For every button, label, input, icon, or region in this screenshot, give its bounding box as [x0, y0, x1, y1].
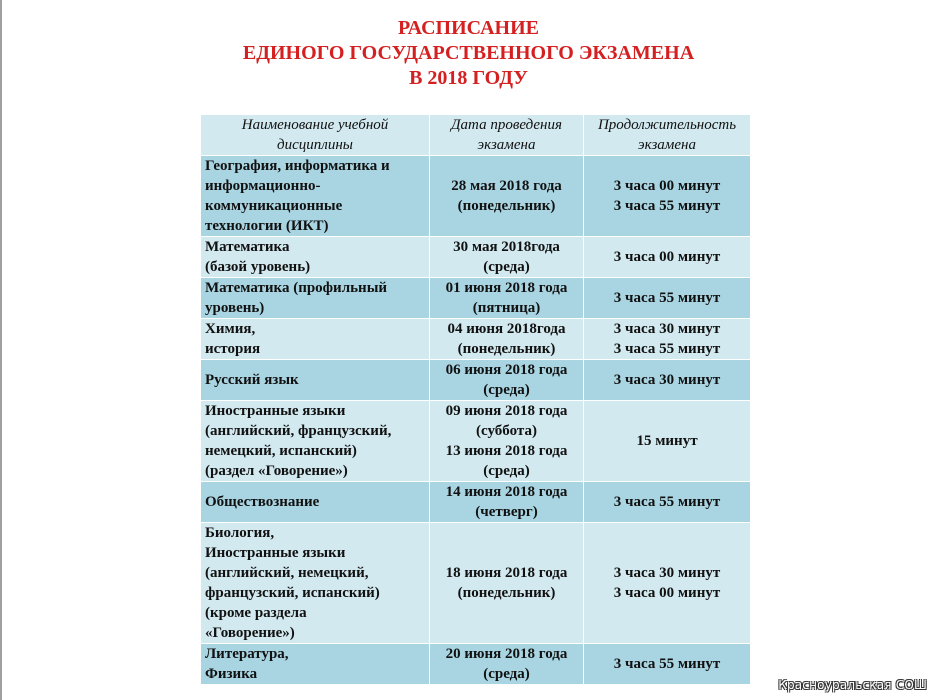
header-subject: Наименование учебной дисциплины: [201, 115, 430, 156]
subject-cell: Биология, Иностранные языки (английский, немецкий, французский, испанский) (кроме раздела «Говорение»): [201, 523, 430, 644]
table-row: [201, 401, 751, 482]
date-cell: 28 мая 2018 года (понедельник): [430, 156, 584, 237]
duration-cell: 3 часа 55 минут: [584, 482, 751, 523]
subject-cell: Химия, история: [201, 319, 430, 360]
table-row: [201, 644, 751, 685]
subject-cell: Обществознание: [201, 482, 430, 523]
duration-cell: 15 минут: [584, 401, 751, 482]
subject-cell: Литература, Физика: [201, 644, 430, 685]
title-line-1: РАСПИСАНИЕ: [397, 17, 539, 39]
subject-cell: Математика (профильный уровень): [201, 278, 430, 319]
title-line-3: В 2018 ГОДУ: [409, 67, 528, 89]
school-watermark: Красноуральская СОШ: [778, 678, 927, 692]
header-row: [201, 115, 751, 156]
date-cell: 18 июня 2018 года (понедельник): [430, 523, 584, 644]
title-line-2: ЕДИНОГО ГОСУДАРСТВЕННОГО ЭКЗАМЕНА: [242, 42, 695, 64]
date-cell: 01 июня 2018 года (пятница): [430, 278, 584, 319]
duration-cell: 3 часа 55 минут: [584, 644, 751, 685]
table-row: [201, 278, 751, 319]
duration-cell: 3 часа 30 минут 3 часа 00 минут: [584, 523, 751, 644]
header-date: Дата проведения экзамена: [430, 115, 584, 156]
exam-schedule-table: [200, 114, 751, 685]
date-cell: 04 июня 2018года (понедельник): [430, 319, 584, 360]
date-cell: 30 мая 2018года (среда): [430, 237, 584, 278]
date-cell: 14 июня 2018 года (четверг): [430, 482, 584, 523]
date-cell: 06 июня 2018 года (среда): [430, 360, 584, 401]
table-row: [201, 156, 751, 237]
table-row: [201, 319, 751, 360]
subject-cell: География, информатика и информационно- коммуникационные технологии (ИКТ): [201, 156, 430, 237]
date-cell: 09 июня 2018 года (суббота) 13 июня 2018 года (среда): [430, 401, 584, 482]
subject-cell: Математика (базой уровень): [201, 237, 430, 278]
page-title: [0, 16, 937, 91]
duration-cell: 3 часа 30 минут 3 часа 55 минут: [584, 319, 751, 360]
subject-cell: Иностранные языки (английский, французский, немецкий, испанский) (раздел «Говорение»): [201, 401, 430, 482]
subject-cell: Русский язык: [201, 360, 430, 401]
date-cell: 20 июня 2018 года (среда): [430, 644, 584, 685]
table-row: [201, 237, 751, 278]
table-row: [201, 482, 751, 523]
duration-cell: 3 часа 00 минут 3 часа 55 минут: [584, 156, 751, 237]
duration-cell: 3 часа 30 минут: [584, 360, 751, 401]
duration-cell: 3 часа 55 минут: [584, 278, 751, 319]
table-row: [201, 523, 751, 644]
duration-cell: 3 часа 00 минут: [584, 237, 751, 278]
header-duration: Продолжительность экзамена: [584, 115, 751, 156]
table-row: [201, 360, 751, 401]
left-border-line: [0, 0, 2, 700]
